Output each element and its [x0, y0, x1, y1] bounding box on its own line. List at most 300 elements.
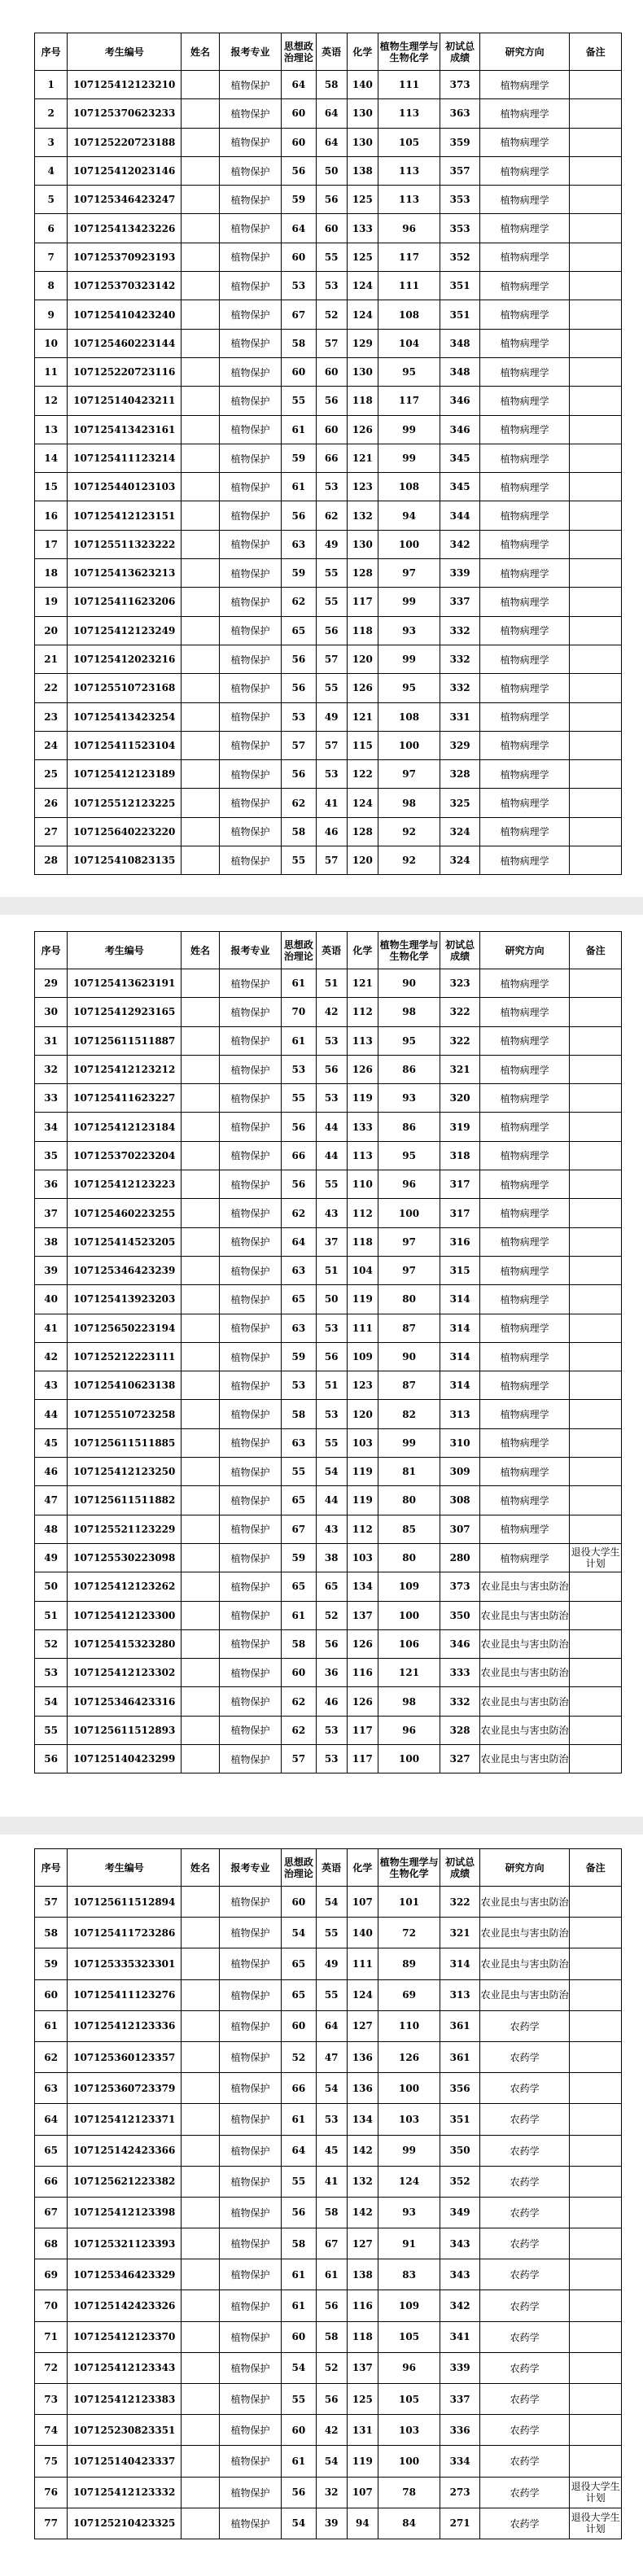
- cell-plant-physiology-biochem: 95: [378, 1141, 440, 1170]
- cell-politics: 55: [282, 1458, 316, 1486]
- cell-name: [182, 1918, 220, 1948]
- cell-major: 植物保护: [219, 243, 281, 271]
- cell-exam-id: 107125412923165: [68, 998, 182, 1026]
- cell-major: 植物保护: [219, 1170, 281, 1199]
- cell-politics: 61: [282, 2259, 316, 2290]
- table-row: [35, 1400, 622, 1428]
- cell-name: [182, 846, 220, 875]
- cell-politics: 56: [282, 760, 316, 789]
- cell-exam-id: 107125511323222: [68, 530, 182, 558]
- cell-total: 336: [440, 2415, 480, 2446]
- cell-english: 44: [316, 1141, 347, 1170]
- cell-politics: 62: [282, 588, 316, 616]
- table-row: [35, 2197, 622, 2228]
- cell-remark: [570, 1199, 622, 1227]
- cell-politics: 58: [282, 1629, 316, 1658]
- cell-chemistry: 111: [347, 1314, 378, 1342]
- cell-plant-physiology-biochem: 90: [378, 969, 440, 998]
- cell-politics: 55: [282, 1084, 316, 1113]
- cell-name: [182, 731, 220, 759]
- cell-english: 67: [316, 2228, 347, 2259]
- cell-politics: 60: [282, 1887, 316, 1918]
- cell-major: 植物保护: [219, 1227, 281, 1256]
- cell-total: 315: [440, 1256, 480, 1284]
- cell-plant-physiology-biochem: 97: [378, 559, 440, 588]
- cell-remark: [570, 760, 622, 789]
- cell-exam-id: 107125412123210: [68, 71, 182, 99]
- cell-direction: 植物病理学: [480, 1141, 570, 1170]
- cell-major: 植物保护: [219, 329, 281, 357]
- table-page-3: [0, 1848, 643, 2539]
- cell-chemistry: 117: [347, 588, 378, 616]
- cell-politics: 62: [282, 1687, 316, 1716]
- cell-major: 植物保护: [219, 969, 281, 998]
- column-header-total: 初试总成绩: [440, 1849, 480, 1887]
- table-row: [35, 1113, 622, 1141]
- cell-exam-id: 107125512123225: [68, 789, 182, 817]
- table-row: [35, 357, 622, 386]
- cell-remark: [570, 1486, 622, 1515]
- cell-direction: 农业昆虫与害虫防治: [480, 1948, 570, 1979]
- cell-remark: [570, 846, 622, 875]
- cell-major: 植物保护: [219, 357, 281, 386]
- cell-total: 318: [440, 1141, 480, 1170]
- cell-exam-id: 107125621223382: [68, 2166, 182, 2197]
- cell-total: 314: [440, 1371, 480, 1400]
- cell-major: 植物保护: [219, 156, 281, 185]
- cell-major: 植物保护: [219, 99, 281, 128]
- cell-total: 332: [440, 616, 480, 645]
- cell-major: 植物保护: [219, 2290, 281, 2321]
- cell-total: 328: [440, 1716, 480, 1744]
- table-row: [35, 1141, 622, 1170]
- cell-direction: 植物病理学: [480, 731, 570, 759]
- cell-chemistry: 124: [347, 1979, 378, 2010]
- cell-exam-id: 107125411123214: [68, 444, 182, 472]
- cell-plant-physiology-biochem: 105: [378, 2384, 440, 2415]
- table-row: [35, 2010, 622, 2041]
- cell-major: 植物保护: [219, 1716, 281, 1744]
- cell-name: [182, 760, 220, 789]
- cell-politics: 64: [282, 1227, 316, 1256]
- cell-politics: 67: [282, 300, 316, 329]
- cell-direction: 植物病理学: [480, 846, 570, 875]
- cell-exam-id: 107125412123332: [68, 2477, 182, 2508]
- column-header-name: 姓名: [182, 33, 220, 71]
- cell-serial: 30: [35, 998, 68, 1026]
- table-row: [35, 214, 622, 243]
- cell-exam-id: 107125321123393: [68, 2228, 182, 2259]
- table-row: [35, 473, 622, 501]
- cell-exam-id: 107125650223194: [68, 1314, 182, 1342]
- cell-politics: 62: [282, 789, 316, 817]
- cell-english: 38: [316, 1543, 347, 1572]
- cell-name: [182, 2290, 220, 2321]
- cell-direction: 农药学: [480, 2259, 570, 2290]
- cell-major: 植物保护: [219, 1979, 281, 2010]
- cell-remark: [570, 2290, 622, 2321]
- table-row: [35, 588, 622, 616]
- cell-major: 植物保护: [219, 1342, 281, 1371]
- cell-exam-id: 107125413623213: [68, 559, 182, 588]
- table-row: [35, 243, 622, 271]
- cell-english: 64: [316, 128, 347, 156]
- cell-plant-physiology-biochem: 103: [378, 2415, 440, 2446]
- cell-politics: 53: [282, 1055, 316, 1083]
- cell-major: 植物保护: [219, 1887, 281, 1918]
- cell-total: 314: [440, 1948, 480, 1979]
- cell-total: 324: [440, 846, 480, 875]
- cell-major: 植物保护: [219, 2041, 281, 2072]
- cell-total: 348: [440, 329, 480, 357]
- cell-major: 植物保护: [219, 760, 281, 789]
- cell-direction: 植物病理学: [480, 243, 570, 271]
- cell-total: 346: [440, 387, 480, 415]
- cell-major: 植物保护: [219, 2010, 281, 2041]
- cell-name: [182, 186, 220, 214]
- cell-total: 353: [440, 214, 480, 243]
- cell-total: 339: [440, 2352, 480, 2383]
- cell-politics: 56: [282, 674, 316, 702]
- cell-serial: 17: [35, 530, 68, 558]
- cell-plant-physiology-biochem: 98: [378, 1687, 440, 1716]
- cell-serial: 47: [35, 1486, 68, 1515]
- cell-plant-physiology-biochem: 111: [378, 272, 440, 300]
- cell-remark: 退役大学生计划: [570, 1543, 622, 1572]
- cell-politics: 60: [282, 243, 316, 271]
- column-header-chemistry: 化学: [347, 932, 378, 969]
- cell-chemistry: 138: [347, 156, 378, 185]
- cell-english: 53: [316, 2104, 347, 2135]
- cell-plant-physiology-biochem: 99: [378, 415, 440, 444]
- table-row: [35, 702, 622, 731]
- cell-remark: [570, 1458, 622, 1486]
- cell-serial: 48: [35, 1515, 68, 1543]
- cell-exam-id: 107125640223220: [68, 817, 182, 846]
- cell-major: 植物保护: [219, 300, 281, 329]
- column-header-politics: 思想政治理论: [282, 33, 316, 71]
- cell-chemistry: 109: [347, 1342, 378, 1371]
- cell-major: 植物保护: [219, 1948, 281, 1979]
- cell-direction: 农药学: [480, 2166, 570, 2197]
- table-row: [35, 1745, 622, 1773]
- column-header-chemistry: 化学: [347, 33, 378, 71]
- cell-plant-physiology-biochem: 80: [378, 1543, 440, 1572]
- cell-serial: 36: [35, 1170, 68, 1199]
- cell-politics: 56: [282, 156, 316, 185]
- cell-direction: 农药学: [480, 2415, 570, 2446]
- cell-exam-id: 107125142423326: [68, 2290, 182, 2321]
- cell-major: 植物保护: [219, 645, 281, 673]
- cell-remark: [570, 501, 622, 530]
- cell-serial: 56: [35, 1745, 68, 1773]
- cell-chemistry: 121: [347, 444, 378, 472]
- cell-total: 359: [440, 128, 480, 156]
- cell-exam-id: 107125370323142: [68, 272, 182, 300]
- cell-serial: 3: [35, 128, 68, 156]
- cell-politics: 60: [282, 2321, 316, 2352]
- cell-direction: 植物病理学: [480, 559, 570, 588]
- cell-direction: 植物病理学: [480, 1486, 570, 1515]
- cell-direction: 植物病理学: [480, 1256, 570, 1284]
- cell-english: 44: [316, 1113, 347, 1141]
- cell-chemistry: 123: [347, 473, 378, 501]
- cell-exam-id: 107125410423240: [68, 300, 182, 329]
- cell-serial: 31: [35, 1026, 68, 1055]
- cell-remark: [570, 128, 622, 156]
- cell-chemistry: 126: [347, 1629, 378, 1658]
- cell-major: 植物保护: [219, 1400, 281, 1428]
- cell-exam-id: 107125346423239: [68, 1256, 182, 1284]
- table-row: [35, 817, 622, 846]
- cell-name: [182, 1141, 220, 1170]
- cell-serial: 71: [35, 2321, 68, 2352]
- cell-direction: 植物病理学: [480, 1084, 570, 1113]
- cell-chemistry: 130: [347, 128, 378, 156]
- cell-direction: 农业昆虫与害虫防治: [480, 1601, 570, 1629]
- cell-politics: 58: [282, 1400, 316, 1428]
- cell-total: 324: [440, 817, 480, 846]
- column-header-chemistry: 化学: [347, 1849, 378, 1887]
- cell-english: 58: [316, 2197, 347, 2228]
- cell-plant-physiology-biochem: 100: [378, 530, 440, 558]
- cell-politics: 56: [282, 2477, 316, 2508]
- cell-total: 352: [440, 243, 480, 271]
- cell-direction: 植物病理学: [480, 387, 570, 415]
- cell-politics: 66: [282, 1141, 316, 1170]
- cell-remark: [570, 2104, 622, 2135]
- cell-direction: 农业昆虫与害虫防治: [480, 1979, 570, 2010]
- column-header-exam-id: 考生编号: [68, 1849, 182, 1887]
- cell-name: [182, 2197, 220, 2228]
- cell-remark: [570, 71, 622, 99]
- cell-name: [182, 1716, 220, 1744]
- cell-name: [182, 1887, 220, 1918]
- cell-total: 308: [440, 1486, 480, 1515]
- cell-serial: 29: [35, 969, 68, 998]
- cell-name: [182, 530, 220, 558]
- cell-direction: 农业昆虫与害虫防治: [480, 1629, 570, 1658]
- cell-english: 49: [316, 702, 347, 731]
- cell-chemistry: 121: [347, 702, 378, 731]
- cell-direction: 植物病理学: [480, 186, 570, 214]
- column-header-direction: 研究方向: [480, 1849, 570, 1887]
- table-row: [35, 329, 622, 357]
- column-header-plant-physiology-biochem: 植物生理学与生物化学: [378, 1849, 440, 1887]
- cell-politics: 64: [282, 214, 316, 243]
- cell-total: 345: [440, 444, 480, 472]
- cell-exam-id: 107125360123357: [68, 2041, 182, 2072]
- cell-direction: 农药学: [480, 2228, 570, 2259]
- cell-exam-id: 107125212223111: [68, 1342, 182, 1371]
- cell-english: 56: [316, 1055, 347, 1083]
- cell-remark: [570, 1084, 622, 1113]
- cell-total: 319: [440, 1113, 480, 1141]
- table-row: [35, 186, 622, 214]
- cell-chemistry: 128: [347, 817, 378, 846]
- column-header-total: 初试总成绩: [440, 33, 480, 71]
- cell-politics: 55: [282, 846, 316, 875]
- cell-name: [182, 1400, 220, 1428]
- cell-politics: 60: [282, 2415, 316, 2446]
- cell-chemistry: 130: [347, 99, 378, 128]
- cell-chemistry: 137: [347, 1601, 378, 1629]
- cell-name: [182, 2415, 220, 2446]
- cell-plant-physiology-biochem: 121: [378, 1659, 440, 1687]
- cell-direction: 植物病理学: [480, 616, 570, 645]
- cell-plant-physiology-biochem: 104: [378, 329, 440, 357]
- cell-english: 51: [316, 1256, 347, 1284]
- cell-english: 55: [316, 559, 347, 588]
- cell-chemistry: 125: [347, 186, 378, 214]
- cell-major: 植物保护: [219, 1601, 281, 1629]
- cell-direction: 农药学: [480, 2104, 570, 2135]
- cell-exam-id: 107125411523104: [68, 731, 182, 759]
- cell-total: 346: [440, 1629, 480, 1658]
- table-row: [35, 1199, 622, 1227]
- cell-exam-id: 107125412123184: [68, 1113, 182, 1141]
- table-row: [35, 501, 622, 530]
- cell-plant-physiology-biochem: 82: [378, 1400, 440, 1428]
- cell-politics: 53: [282, 1371, 316, 1400]
- cell-plant-physiology-biochem: 109: [378, 2290, 440, 2321]
- cell-plant-physiology-biochem: 81: [378, 1458, 440, 1486]
- cell-remark: [570, 2166, 622, 2197]
- cell-politics: 56: [282, 2197, 316, 2228]
- cell-remark: [570, 2228, 622, 2259]
- cell-name: [182, 1543, 220, 1572]
- cell-direction: 植物病理学: [480, 588, 570, 616]
- cell-major: 植物保护: [219, 817, 281, 846]
- cell-serial: 26: [35, 789, 68, 817]
- cell-remark: [570, 1170, 622, 1199]
- cell-total: 331: [440, 702, 480, 731]
- cell-english: 36: [316, 1659, 347, 1687]
- table-row: [35, 760, 622, 789]
- cell-exam-id: 107125412123151: [68, 501, 182, 530]
- cell-remark: [570, 2073, 622, 2104]
- cell-chemistry: 130: [347, 357, 378, 386]
- cell-plant-physiology-biochem: 99: [378, 588, 440, 616]
- cell-remark: [570, 1256, 622, 1284]
- cell-direction: 植物病理学: [480, 1428, 570, 1457]
- cell-serial: 7: [35, 243, 68, 271]
- cell-major: 植物保护: [219, 1543, 281, 1572]
- table-row: [35, 1458, 622, 1486]
- cell-politics: 58: [282, 817, 316, 846]
- cell-serial: 15: [35, 473, 68, 501]
- cell-plant-physiology-biochem: 100: [378, 2073, 440, 2104]
- cell-remark: [570, 645, 622, 673]
- cell-politics: 54: [282, 2352, 316, 2383]
- cell-english: 54: [316, 1458, 347, 1486]
- cell-politics: 61: [282, 1026, 316, 1055]
- cell-plant-physiology-biochem: 83: [378, 2259, 440, 2290]
- cell-serial: 23: [35, 702, 68, 731]
- cell-total: 322: [440, 1887, 480, 1918]
- table-row: [35, 2073, 622, 2104]
- cell-chemistry: 124: [347, 789, 378, 817]
- cell-chemistry: 134: [347, 2104, 378, 2135]
- cell-serial: 67: [35, 2197, 68, 2228]
- table-row: [35, 2508, 622, 2539]
- cell-total: 334: [440, 2446, 480, 2477]
- cell-plant-physiology-biochem: 72: [378, 1918, 440, 1948]
- column-header-serial: 序号: [35, 33, 68, 71]
- cell-english: 56: [316, 1342, 347, 1371]
- cell-exam-id: 107125220723188: [68, 128, 182, 156]
- cell-serial: 44: [35, 1400, 68, 1428]
- cell-total: 333: [440, 1659, 480, 1687]
- cell-chemistry: 103: [347, 1543, 378, 1572]
- cell-direction: 植物病理学: [480, 1371, 570, 1400]
- table-row: [35, 1170, 622, 1199]
- cell-total: 351: [440, 272, 480, 300]
- cell-major: 植物保护: [219, 444, 281, 472]
- cell-exam-id: 107125370623233: [68, 99, 182, 128]
- table-row: [35, 559, 622, 588]
- cell-name: [182, 2321, 220, 2352]
- cell-english: 44: [316, 1486, 347, 1515]
- cell-exam-id: 107125412123371: [68, 2104, 182, 2135]
- cell-politics: 53: [282, 272, 316, 300]
- cell-politics: 56: [282, 501, 316, 530]
- cell-serial: 59: [35, 1948, 68, 1979]
- cell-remark: [570, 473, 622, 501]
- cell-exam-id: 107125611511882: [68, 1486, 182, 1515]
- table-row: [35, 1601, 622, 1629]
- cell-remark: [570, 1428, 622, 1457]
- cell-name: [182, 71, 220, 99]
- cell-major: 植物保护: [219, 789, 281, 817]
- cell-name: [182, 616, 220, 645]
- cell-serial: 70: [35, 2290, 68, 2321]
- cell-plant-physiology-biochem: 94: [378, 501, 440, 530]
- cell-serial: 45: [35, 1428, 68, 1457]
- cell-remark: [570, 1716, 622, 1744]
- cell-direction: 农药学: [480, 2508, 570, 2539]
- cell-remark: [570, 1515, 622, 1543]
- cell-total: 348: [440, 357, 480, 386]
- column-header-direction: 研究方向: [480, 33, 570, 71]
- column-header-politics: 思想政治理论: [282, 1849, 316, 1887]
- cell-politics: 57: [282, 1745, 316, 1773]
- cell-serial: 16: [35, 501, 68, 530]
- cell-plant-physiology-biochem: 126: [378, 2041, 440, 2072]
- cell-exam-id: 107125412123302: [68, 1659, 182, 1687]
- cell-chemistry: 94: [347, 2508, 378, 2539]
- cell-remark: [570, 1026, 622, 1055]
- cell-direction: 植物病理学: [480, 272, 570, 300]
- cell-serial: 38: [35, 1227, 68, 1256]
- cell-chemistry: 127: [347, 2010, 378, 2041]
- cell-name: [182, 1745, 220, 1773]
- cell-politics: 55: [282, 2166, 316, 2197]
- column-header-major: 报考专业: [219, 33, 281, 71]
- cell-direction: 植物病理学: [480, 645, 570, 673]
- cell-remark: 退役大学生计划: [570, 2477, 622, 2508]
- cell-serial: 12: [35, 387, 68, 415]
- cell-remark: [570, 998, 622, 1026]
- cell-exam-id: 107125412123189: [68, 760, 182, 789]
- cell-plant-physiology-biochem: 87: [378, 1314, 440, 1342]
- cell-english: 64: [316, 99, 347, 128]
- cell-politics: 60: [282, 99, 316, 128]
- table-page-2: [0, 931, 643, 1773]
- cell-name: [182, 1629, 220, 1658]
- cell-plant-physiology-biochem: 117: [378, 243, 440, 271]
- cell-exam-id: 107125412123249: [68, 616, 182, 645]
